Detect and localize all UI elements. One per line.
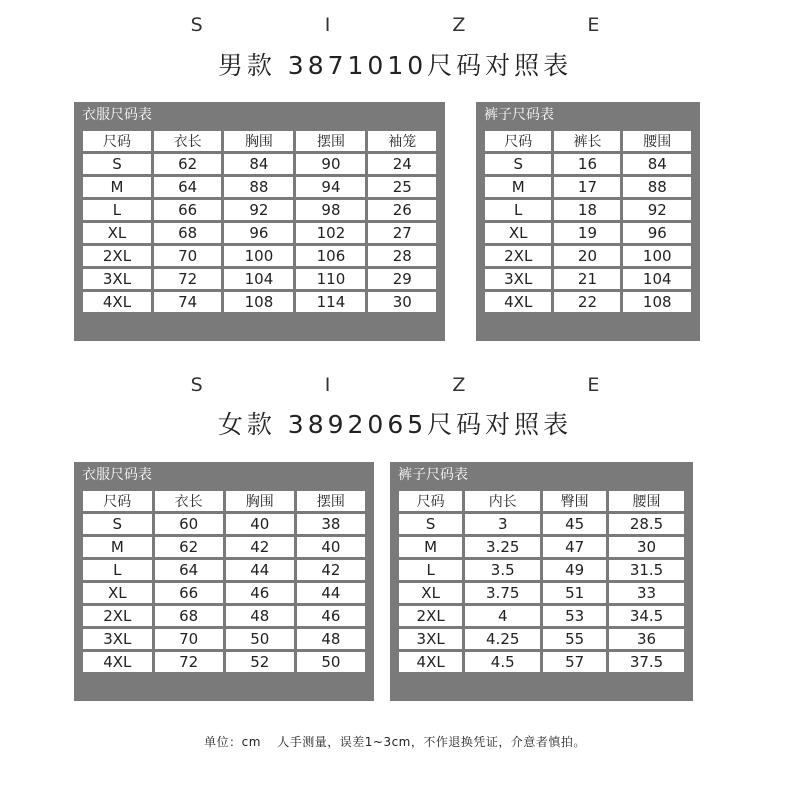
- table-cell: 60: [155, 514, 223, 534]
- table-cell: 3XL: [83, 269, 151, 289]
- table-cell: M: [83, 537, 152, 557]
- table-row: [83, 154, 436, 174]
- table-header-row: [83, 131, 436, 151]
- table-cell: 92: [623, 200, 691, 220]
- table-cell: 33: [609, 583, 684, 603]
- table-cell: 70: [154, 246, 221, 266]
- women-tops-tab: 衣服尺码表: [74, 462, 184, 488]
- column-header: 尺码: [399, 491, 462, 511]
- table-cell: 18: [554, 200, 620, 220]
- table-cell: 106: [296, 246, 365, 266]
- table-cell: 4.25: [465, 629, 540, 649]
- table-cell: 50: [297, 652, 365, 672]
- table-cell: 100: [224, 246, 293, 266]
- table-cell: 64: [154, 177, 221, 197]
- table-cell: 20: [554, 246, 620, 266]
- table-cell: 3XL: [485, 269, 551, 289]
- table-cell: 51: [543, 583, 606, 603]
- table-cell: M: [399, 537, 462, 557]
- table-cell: 49: [543, 560, 606, 580]
- table-cell: 72: [154, 269, 221, 289]
- table-cell: 70: [155, 629, 223, 649]
- table-cell: L: [399, 560, 462, 580]
- column-header: 尺码: [83, 131, 151, 151]
- table-cell: XL: [399, 583, 462, 603]
- table-cell: S: [485, 154, 551, 174]
- column-header: 摆围: [297, 491, 365, 511]
- table-cell: 48: [297, 629, 365, 649]
- table-row: [399, 514, 684, 534]
- table-cell: XL: [83, 223, 151, 243]
- table-cell: 64: [155, 560, 223, 580]
- table-cell: 94: [296, 177, 365, 197]
- table-cell: 46: [297, 606, 365, 626]
- table-cell: 46: [226, 583, 294, 603]
- table-cell: 24: [368, 154, 436, 174]
- table-row: [399, 629, 684, 649]
- men-pants-table-panel: [476, 102, 700, 341]
- table-row: [485, 177, 691, 197]
- table-cell: 68: [154, 223, 221, 243]
- table-cell: 47: [543, 537, 606, 557]
- table-cell: 4.5: [465, 652, 540, 672]
- table-row: [83, 177, 436, 197]
- table-cell: 88: [224, 177, 293, 197]
- men-tops-tab: 衣服尺码表: [74, 102, 184, 128]
- footnote: [0, 733, 790, 750]
- table-cell: 110: [296, 269, 365, 289]
- table-cell: 42: [226, 537, 294, 557]
- table-cell: 108: [224, 292, 293, 312]
- table-cell: XL: [485, 223, 551, 243]
- table-cell: 3.25: [465, 537, 540, 557]
- table-cell: 4XL: [399, 652, 462, 672]
- table-cell: 44: [226, 560, 294, 580]
- table-cell: 4XL: [83, 652, 152, 672]
- table-cell: 26: [368, 200, 436, 220]
- table-cell: 28.5: [609, 514, 684, 534]
- table-row: [83, 606, 365, 626]
- table-cell: 108: [623, 292, 691, 312]
- table-cell: 74: [154, 292, 221, 312]
- table-cell: 84: [623, 154, 691, 174]
- table-cell: 55: [543, 629, 606, 649]
- table-cell: S: [399, 514, 462, 534]
- column-header: 裤长: [554, 131, 620, 151]
- column-header: 尺码: [485, 131, 551, 151]
- column-header: 衣长: [155, 491, 223, 511]
- table-row: [399, 537, 684, 557]
- table-row: [83, 292, 436, 312]
- table-row: [485, 154, 691, 174]
- table-row: [485, 223, 691, 243]
- table-cell: 90: [296, 154, 365, 174]
- table-cell: L: [83, 200, 151, 220]
- table-cell: 37.5: [609, 652, 684, 672]
- table-cell: 3XL: [399, 629, 462, 649]
- table-cell: 72: [155, 652, 223, 672]
- table-cell: L: [485, 200, 551, 220]
- table-cell: 29: [368, 269, 436, 289]
- table-cell: 88: [623, 177, 691, 197]
- table-cell: 98: [296, 200, 365, 220]
- column-header: 腰围: [609, 491, 684, 511]
- men-section-heading: 男款 3871010尺码对照表: [217, 51, 573, 80]
- table-cell: 3.5: [465, 560, 540, 580]
- table-cell: S: [83, 514, 152, 534]
- table-cell: 92: [224, 200, 293, 220]
- table-cell: 45: [543, 514, 606, 534]
- table-cell: 4XL: [83, 292, 151, 312]
- men-pants-table: [482, 128, 694, 315]
- table-cell: 16: [554, 154, 620, 174]
- women-size-title: S I Z E: [190, 374, 658, 396]
- column-header: 尺码: [83, 491, 152, 511]
- table-cell: XL: [83, 583, 152, 603]
- table-cell: 25: [368, 177, 436, 197]
- table-cell: 52: [226, 652, 294, 672]
- table-cell: 62: [154, 154, 221, 174]
- table-cell: 2XL: [399, 606, 462, 626]
- men-tops-table-panel: [74, 102, 445, 341]
- table-cell: 66: [154, 200, 221, 220]
- table-cell: 53: [543, 606, 606, 626]
- column-header: 臀围: [543, 491, 606, 511]
- table-row: [83, 200, 436, 220]
- table-row: [399, 583, 684, 603]
- table-cell: 114: [296, 292, 365, 312]
- table-cell: 38: [297, 514, 365, 534]
- table-row: [83, 537, 365, 557]
- table-cell: 50: [226, 629, 294, 649]
- table-cell: 21: [554, 269, 620, 289]
- table-cell: 4XL: [485, 292, 551, 312]
- table-row: [399, 560, 684, 580]
- women-pants-table-panel: [390, 462, 693, 701]
- table-cell: 84: [224, 154, 293, 174]
- table-cell: 4: [465, 606, 540, 626]
- table-row: [399, 606, 684, 626]
- table-cell: 104: [623, 269, 691, 289]
- table-cell: 22: [554, 292, 620, 312]
- table-cell: 68: [155, 606, 223, 626]
- table-header-row: [485, 131, 691, 151]
- table-row: [83, 652, 365, 672]
- women-tops-table: [80, 488, 368, 675]
- table-cell: 66: [155, 583, 223, 603]
- table-cell: 3XL: [83, 629, 152, 649]
- table-cell: 44: [297, 583, 365, 603]
- table-cell: 36: [609, 629, 684, 649]
- table-row: [83, 246, 436, 266]
- men-tops-table: [80, 128, 439, 315]
- table-row: [83, 223, 436, 243]
- table-cell: 62: [155, 537, 223, 557]
- women-pants-tab: 裤子尺码表: [390, 462, 496, 488]
- table-cell: 3: [465, 514, 540, 534]
- table-cell: 104: [224, 269, 293, 289]
- column-header: 衣长: [154, 131, 221, 151]
- table-cell: 27: [368, 223, 436, 243]
- table-cell: 2XL: [485, 246, 551, 266]
- table-cell: M: [83, 177, 151, 197]
- column-header: 胸围: [226, 491, 294, 511]
- footnote-unit: 单位：cm: [204, 735, 261, 749]
- table-cell: 48: [226, 606, 294, 626]
- table-cell: 96: [623, 223, 691, 243]
- table-cell: 19: [554, 223, 620, 243]
- table-row: [83, 560, 365, 580]
- men-size-title: S I Z E: [190, 14, 658, 36]
- table-cell: 102: [296, 223, 365, 243]
- table-cell: 96: [224, 223, 293, 243]
- column-header: 胸围: [224, 131, 293, 151]
- column-header: 袖笼: [368, 131, 436, 151]
- table-cell: L: [83, 560, 152, 580]
- table-header-row: [83, 491, 365, 511]
- women-section-heading: 女款 3892065尺码对照表: [217, 410, 573, 439]
- table-row: [399, 652, 684, 672]
- table-header-row: [399, 491, 684, 511]
- table-row: [83, 514, 365, 534]
- men-pants-tab: 裤子尺码表: [476, 102, 582, 128]
- table-cell: 100: [623, 246, 691, 266]
- table-row: [83, 269, 436, 289]
- table-cell: 40: [297, 537, 365, 557]
- column-header: 摆围: [296, 131, 365, 151]
- table-cell: M: [485, 177, 551, 197]
- table-cell: 3.75: [465, 583, 540, 603]
- table-row: [485, 246, 691, 266]
- table-cell: 57: [543, 652, 606, 672]
- table-cell: 2XL: [83, 606, 152, 626]
- table-cell: 30: [609, 537, 684, 557]
- table-cell: 31.5: [609, 560, 684, 580]
- table-cell: 2XL: [83, 246, 151, 266]
- table-row: [83, 583, 365, 603]
- table-cell: 28: [368, 246, 436, 266]
- table-cell: S: [83, 154, 151, 174]
- table-cell: 30: [368, 292, 436, 312]
- table-cell: 34.5: [609, 606, 684, 626]
- table-cell: 40: [226, 514, 294, 534]
- women-pants-table: [396, 488, 687, 675]
- women-tops-table-panel: [74, 462, 374, 701]
- table-cell: 42: [297, 560, 365, 580]
- column-header: 内长: [465, 491, 540, 511]
- column-header: 腰围: [623, 131, 691, 151]
- table-row: [485, 200, 691, 220]
- footnote-disclaimer: 人手测量，误差1~3cm，不作退换凭证，介意者慎拍。: [277, 735, 586, 749]
- table-row: [485, 292, 691, 312]
- table-row: [485, 269, 691, 289]
- table-row: [83, 629, 365, 649]
- table-cell: 17: [554, 177, 620, 197]
